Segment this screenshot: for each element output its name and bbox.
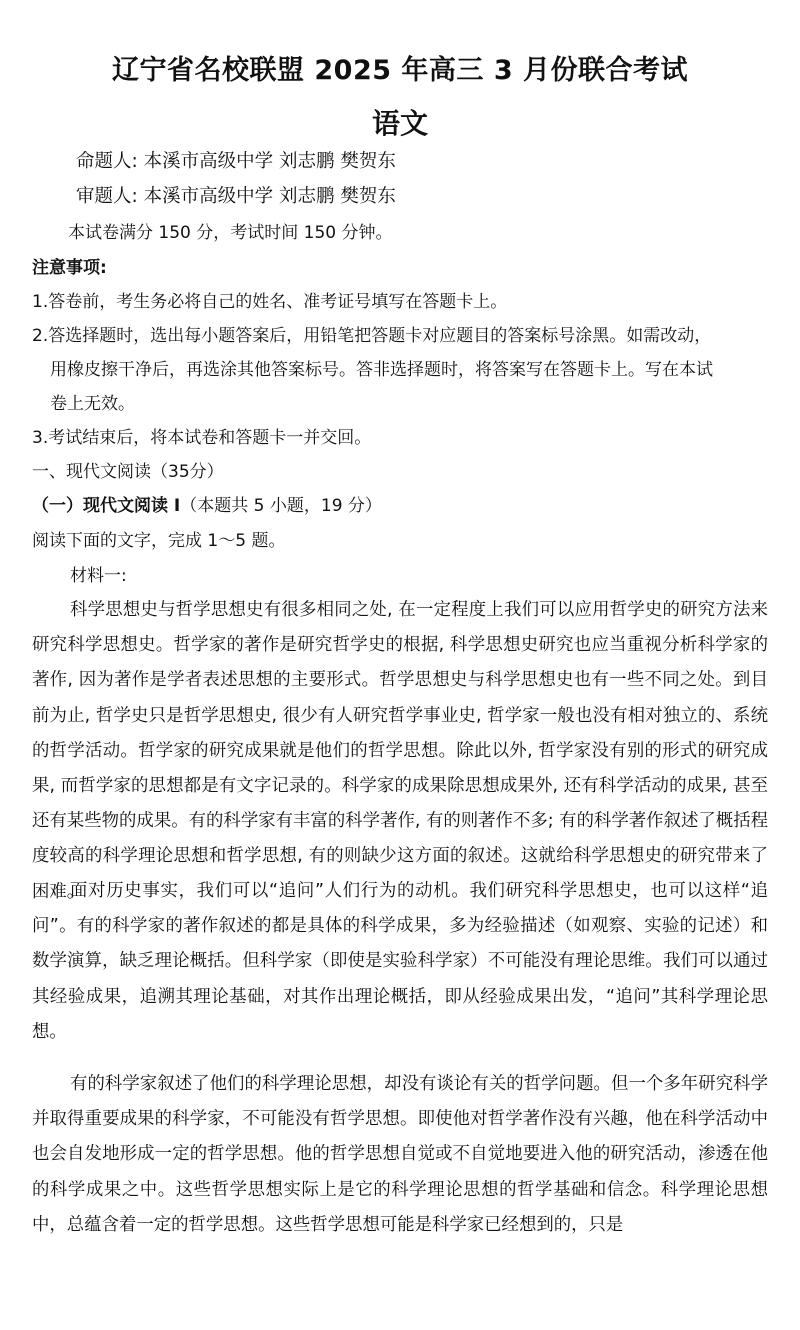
sub-section-title: （一）现代文阅读 I [32, 496, 181, 516]
notice-item-2: 2.答选择题时，选出每小题答案后，用铅笔把答题卡对应题目的答案标号涂黑。如需改动， [32, 326, 712, 346]
reading-instruction: 阅读下面的文字，完成 1～5 题。 [32, 531, 286, 551]
passage-paragraph-2: 面对历史事实，我们可以“追问”人们行为的动机。我们研究科学思想史，也可以这样“追问”。有的科学家的著作叙述的都是具体的科学成果，多为经验描述（如观察、实验的记述）和数学演算，缺乏理论概括。但科学家（即使是实验科学家）不可能没有理论思维。我们可以通过其经验成果，追溯其理论基础，对其作出理论概括，即从经验成果出发，“追问”其科学理论思想。 [32, 881, 768, 1042]
material-label: 材料一: [70, 566, 127, 586]
notice-item-1: 1.答卷前，考生务必将自己的姓名、准考证号填写在答题卡上。 [32, 292, 508, 312]
section-heading: 一、现代文阅读（35分） [32, 462, 224, 482]
reviewer-line: 审题人: 本溪市高级中学 刘志鹏 樊贺东 [76, 186, 396, 207]
sub-section-heading [32, 492, 382, 520]
proposer-line: 命题人: 本溪市高级中学 刘志鹏 樊贺东 [76, 151, 396, 172]
notice-heading: 注意事项: [32, 258, 107, 278]
passage-paragraph-3: 有的科学家叙述了他们的科学理论思想，却没有谈论有关的哲学问题。但一个多年研究科学并取得重要成果的科学家，不可能没有哲学思想。即使他对哲学著作没有兴趣，他在科学活动中也会自发地形成一定的哲学思想。他的哲学思想自觉或不自觉地要进入他的研究活动，渗透在他的科学成果之中。这些哲学思想实际上是它的科学理论思想的哲学基础和信念。科学理论思想中，总蕴含着一定的哲学思想。这些哲学思想可能是科学家已经想到的，只是 [32, 1074, 768, 1235]
notice-item-2-cont: 用橡皮擦干净后，再选涂其他答案标号。答非选择题时，将答案写在答题卡上。写在本试 [50, 360, 713, 380]
notice-item-2-end: 卷上无效。 [50, 394, 135, 414]
passage-paragraph-1: 科学思想史与哲学思想史有很多相同之处, 在一定程度上我们可以应用哲学史的研究方法来研究科学思想史。哲学家的著作是研究哲学史的根据, 科学思想史研究也应当重视分析科学家的著作, 因为著作是学者表述思想的主要形式。哲学思想史与科学思想史也有一些不同之处。到目前为止, 哲学史只是哲学思想史, 很少有人研究哲学事业史, 哲学家一般也没有相对独立的、系统的哲学活动。哲学家的研究成果就是他们的哲学思想。除此以外, 哲学家没有别的形式的研究成果, 而哲学家的思想都是有文字记录的。科学家的成果除思想成果外, 还有科学活动的成果, 甚至还有某些物的成果。有的科学家有丰富的科学著作, 有的则著作不多; 有的科学著作叙述了概括程度较高的科学理论思想和哲学思想, 有的则缺少这方面的叙述。这就给科学思想史的研究带来了困难。 [32, 600, 768, 902]
notice-item-3: 3.考试结束后，将本试卷和答题卡一并交回。 [32, 428, 372, 448]
exam-info: 本试卷满分 150 分，考试时间 150 分钟。 [68, 223, 393, 243]
exam-title: 辽宁省名校联盟 2025 年高三 3 月份联合考试 [111, 55, 689, 86]
sub-section-note: （本题共 5 小题，19 分） [180, 496, 382, 516]
subject-title: 语文 [371, 107, 428, 140]
